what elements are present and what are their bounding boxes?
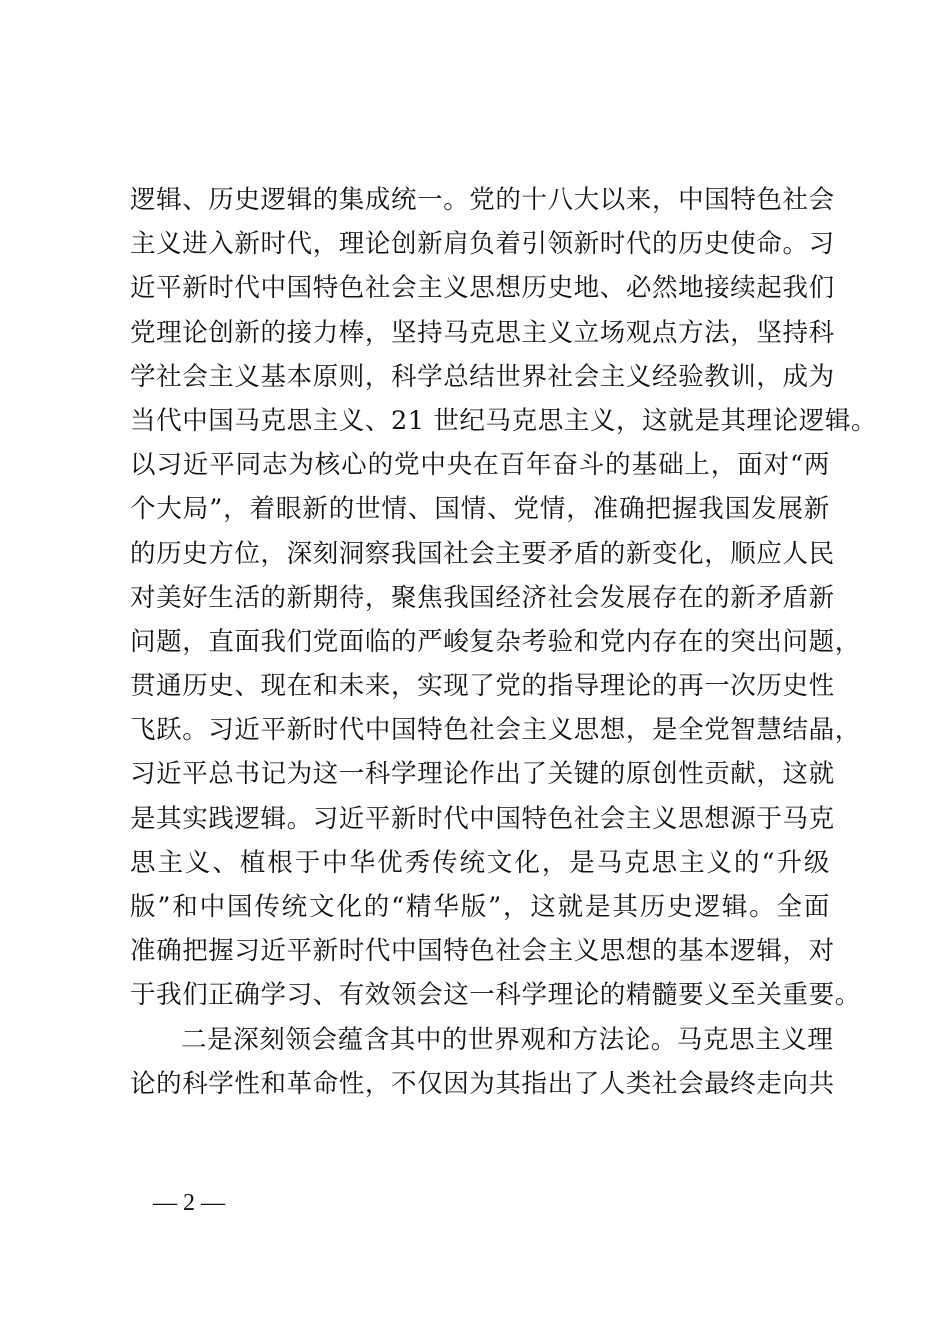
text-line: 主义进入新时代，理论创新肩负着引领新时代的历史使命。习 [130,229,835,260]
text-line: 的历史方位，深刻洞察我国社会主要矛盾的新变化，顺应人民 [130,538,835,569]
text-line: 贯通历史、现在和未来，实现了党的指导理论的再一次历史性 [130,671,835,702]
text-line: 二是深刻领会蕴含其中的世界观和方法论。马克思主义理 [181,1024,834,1055]
text-line: 逻辑、历史逻辑的集成统一。党的十八大以来，中国特色社会 [130,185,835,215]
text-line: 准确把握习近平新时代中国特色社会主义思想的基本逻辑，对 [130,936,835,967]
text-line: 对美好生活的新期待，聚焦我国经济社会发展存在的新矛盾新 [130,582,835,613]
body-text [130,178,878,1106]
text-line: 版”和中国传统文化的“精华版”，这就是其历史逻辑。全面 [130,892,830,922]
text-line: 近平新时代中国特色社会主义思想历史地、必然地接续起我们 [130,273,835,304]
text-line: 是其实践逻辑。习近平新时代中国特色社会主义思想源于马克 [130,803,835,834]
paragraph-2 [130,1018,835,1106]
text-line: 当代中国马克思主义、21 世纪马克思主义，这就是其理论逻辑。 [130,405,878,436]
text-line: 习近平总书记为这一科学理论作出了关键的原创性贡献，这就 [130,759,835,790]
page-number: — 2 — [153,1190,225,1216]
text-line: 思主义、植根于中华优秀传统文化，是马克思主义的“升级 [130,847,830,878]
text-line: 学社会主义基本原则，科学总结世界社会主义经验教训，成为 [130,361,835,392]
text-line: 党理论创新的接力棒，坚持马克思主义立场观点方法，坚持科 [130,317,835,348]
text-line: 个大局”，着眼新的世情、国情、党情，准确把握我国发展新 [130,494,830,525]
text-line: 论的科学性和革命性，不仅因为其指出了人类社会最终走向共 [130,1068,835,1099]
text-line: 于我们正确学习、有效领会这一科学理论的精髓要义至关重要。 [130,980,861,1011]
text-line: 飞跃。习近平新时代中国特色社会主义思想，是全党智慧结晶， [130,715,861,746]
text-line: 以习近平同志为核心的党中央在百年奋斗的基础上，面对“两 [130,450,830,481]
paragraph-1 [130,178,878,1018]
text-line: 问题，直面我们党面临的严峻复杂考验和党内存在的突出问题， [130,626,861,657]
